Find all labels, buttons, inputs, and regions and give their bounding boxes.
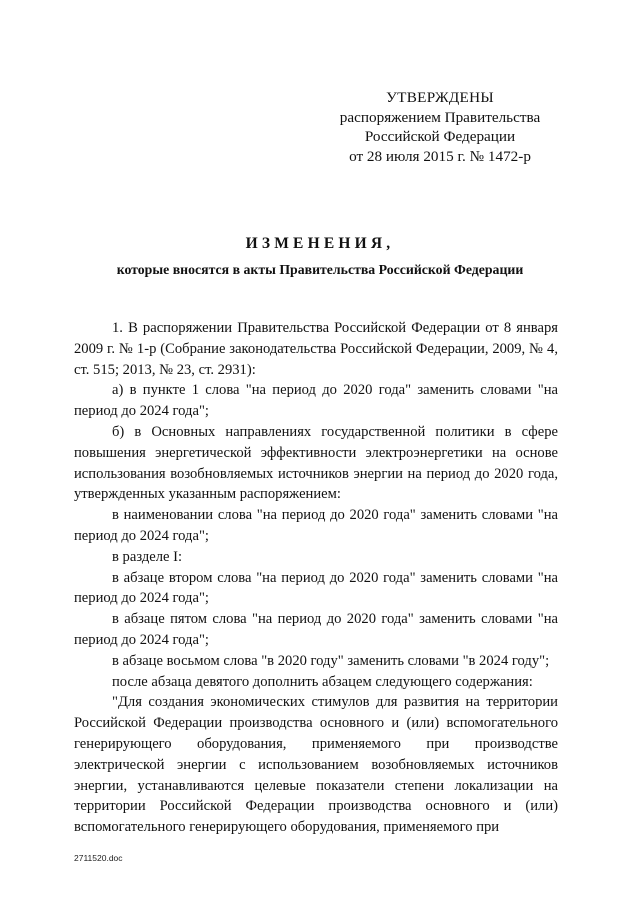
paragraph-6: в абзаце втором слова "на период до 2020 года" заменить словами "на период до 2024 года"; [74,569,558,607]
approval-stamp [320,88,560,166]
file-reference: 2711520.doc [74,853,123,863]
approval-authority: распоряжением Правительства [339,108,541,126]
paragraph-8: в абзаце восьмом слова "в 2020 году" заменить словами "в 2024 году"; [112,652,550,669]
document-body [74,318,558,838]
document-title: ИЗМЕНЕНИЯ, [245,235,395,252]
document-subtitle: которые вносятся в акты Правительства Российской Федерации [116,262,524,277]
paragraph-10: "Для создания экономических стимулов для развития на территории Российской Федерации производства основного и (или) вспомогательного генерирующего оборудования, применяемого при производстве электрической энергии с использованием возобновляемых источников энергии, устанавливаются целевые показатели степени локализации на территории Российской Федерации производства основного и (или) вспомогательного генерирующего оборудования, применяемого при [74,694,558,836]
paragraph-1: 1. В распоряжении Правительства Российской Федерации от 8 января 2009 г. № 1-р (Собрание законодательства Российской Федерации, 2009, № 4, ст. 515; 2013, № 23, ст. 2931): [74,320,558,378]
paragraph-3: б) в Основных направлениях государственной политики в сфере повышения энергетической эффективности электроэнергетики на основе использования возобновляемых источников энергии на период до 2020 года, утвержденных указанным распоряжением: [74,423,558,503]
paragraph-2: а) в пункте 1 слова "на период до 2020 года" заменить словами "на период до 2024 года"; [74,382,558,420]
approval-heading: УТВЕРЖДЕНЫ [386,89,494,106]
paragraph-7: в абзаце пятом слова "на период до 2020 года" заменить словами "на период до 2024 года"; [74,611,558,648]
approval-date-number: от 28 июля 2015 г. № 1472-р [349,147,531,165]
paragraph-4: в наименовании слова "на период до 2020 года" заменить словами "на период до 2024 года"; [74,507,558,544]
paragraph-5: в разделе I: [112,548,183,565]
paragraph-9: после абзаца девятого дополнить абзацем следующего содержания: [112,673,533,690]
approval-country: Российской Федерации [364,128,516,145]
